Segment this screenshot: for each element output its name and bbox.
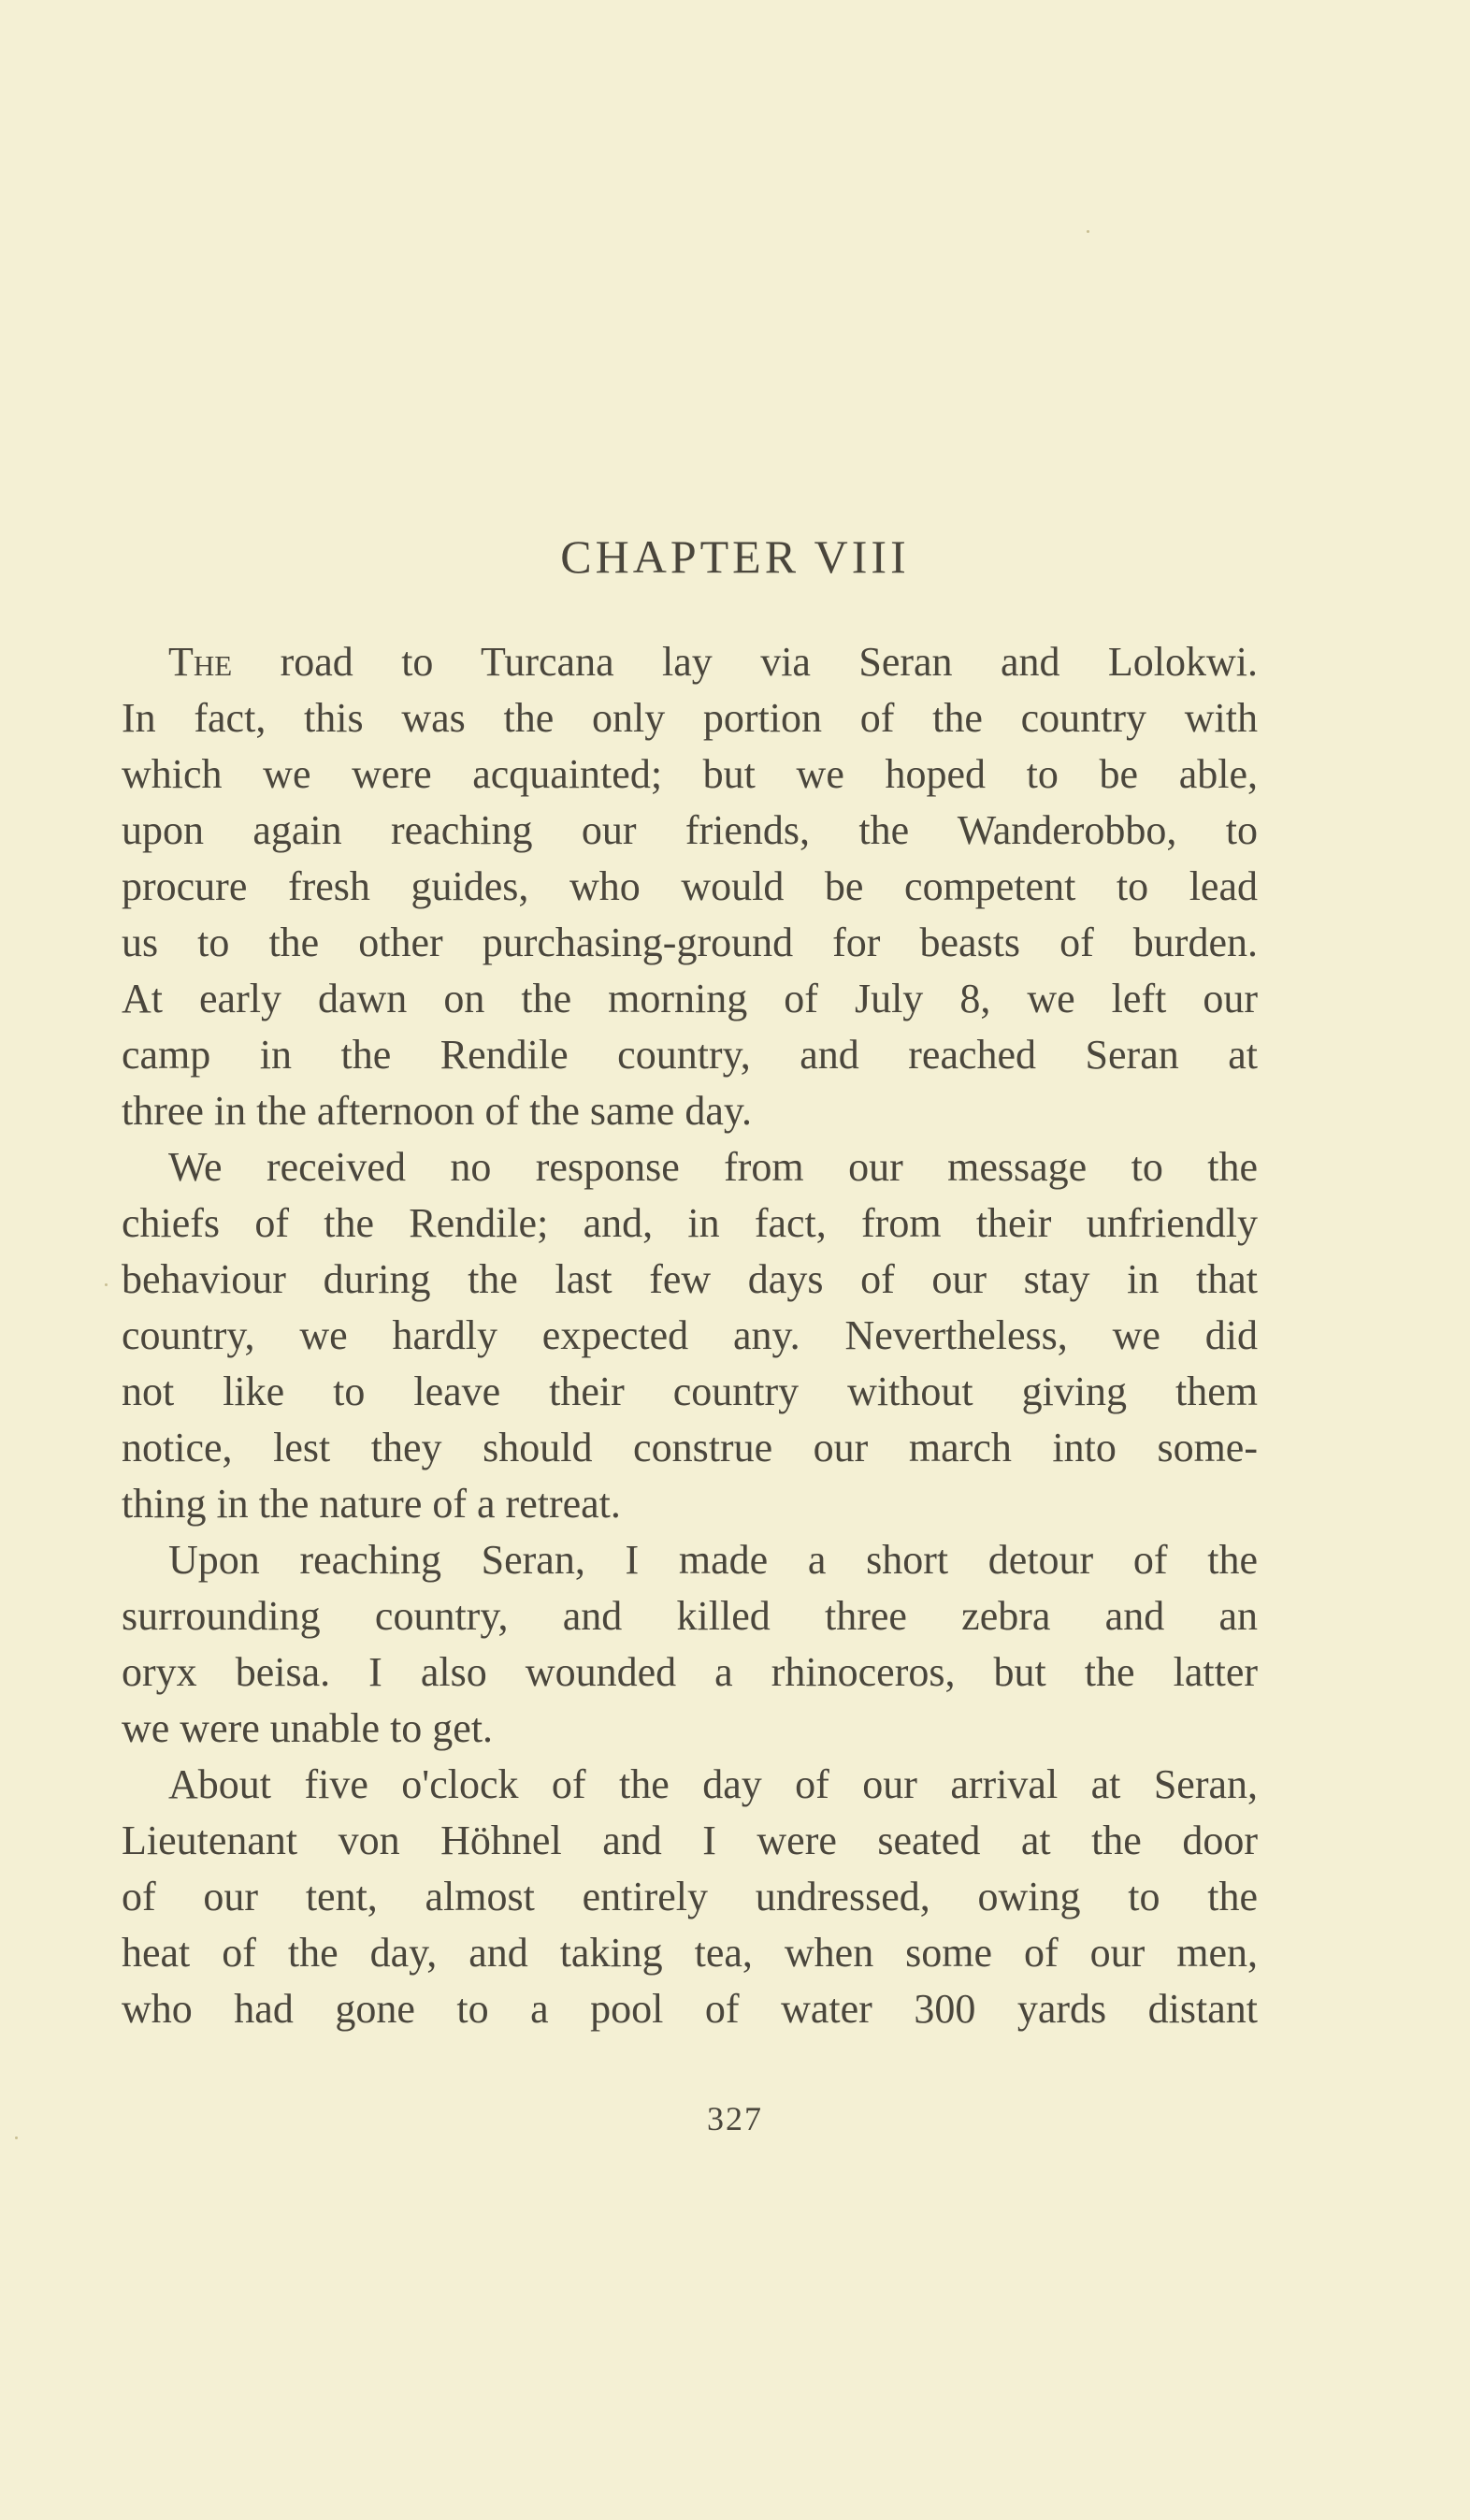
text-line: In fact, this was the only portion of the country with: [122, 695, 1258, 741]
text-line: not like to leave their country without giving them: [122, 1369, 1258, 1414]
text-line: country, we hardly expected any. Nevertheless, we did: [122, 1312, 1258, 1358]
text-line: of our tent, almost entirely undressed, owing to the: [122, 1874, 1258, 1919]
text-line: who had gone to a pool of water 300 yards distant: [122, 1986, 1258, 2032]
text-line: At early dawn on the morning of July 8, we left our: [122, 976, 1258, 1021]
paper-speck: [1087, 230, 1089, 233]
text-line: upon again reaching our friends, the Wanderobbo, to: [122, 807, 1258, 853]
text-line: About five o'clock of the day of our arrival at Seran,: [168, 1761, 1258, 1807]
text-line: notice, lest they should construe our march into some-: [122, 1425, 1258, 1470]
text-line: We received no response from our message to the: [168, 1144, 1258, 1190]
text-line: procure fresh guides, who would be competent to lead: [122, 863, 1258, 909]
text-line: us to the other purchasing-ground for beasts of burden.: [122, 920, 1258, 965]
paper-speck: [105, 1283, 108, 1286]
text-line: three in the afternoon of the same day.: [122, 1088, 752, 1134]
text-line: oryx beisa. I also wounded a rhinoceros, but the latter: [122, 1649, 1258, 1695]
paper-speck: [15, 2136, 18, 2139]
text-line: Lieutenant von Höhnel and I were seated at the door: [122, 1818, 1258, 1863]
body-text: [122, 634, 1258, 2037]
text-line: we were unable to get.: [122, 1705, 494, 1751]
text-line: surrounding country, and killed three zebra and an: [122, 1593, 1258, 1639]
text-line: heat of the day, and taking tea, when some of our men,: [122, 1930, 1258, 1976]
text-line: which we were acquainted; but we hoped to be able,: [122, 751, 1258, 797]
text-line: The road to Turcana lay via Seran and Lolokwi.: [168, 639, 1258, 685]
text-line: camp in the Rendile country, and reached Seran at: [122, 1032, 1258, 1078]
chapter-heading: CHAPTER VIII: [560, 530, 910, 583]
text-line: thing in the nature of a retreat.: [122, 1481, 621, 1527]
page-number: 327: [707, 2100, 763, 2137]
text-line: behaviour during the last few days of our stay in that: [122, 1256, 1258, 1302]
text-line: chiefs of the Rendile; and, in fact, from their unfriendly: [122, 1200, 1258, 1246]
text-line: Upon reaching Seran, I made a short detour of the: [168, 1537, 1258, 1583]
opening-word: The: [168, 639, 233, 685]
